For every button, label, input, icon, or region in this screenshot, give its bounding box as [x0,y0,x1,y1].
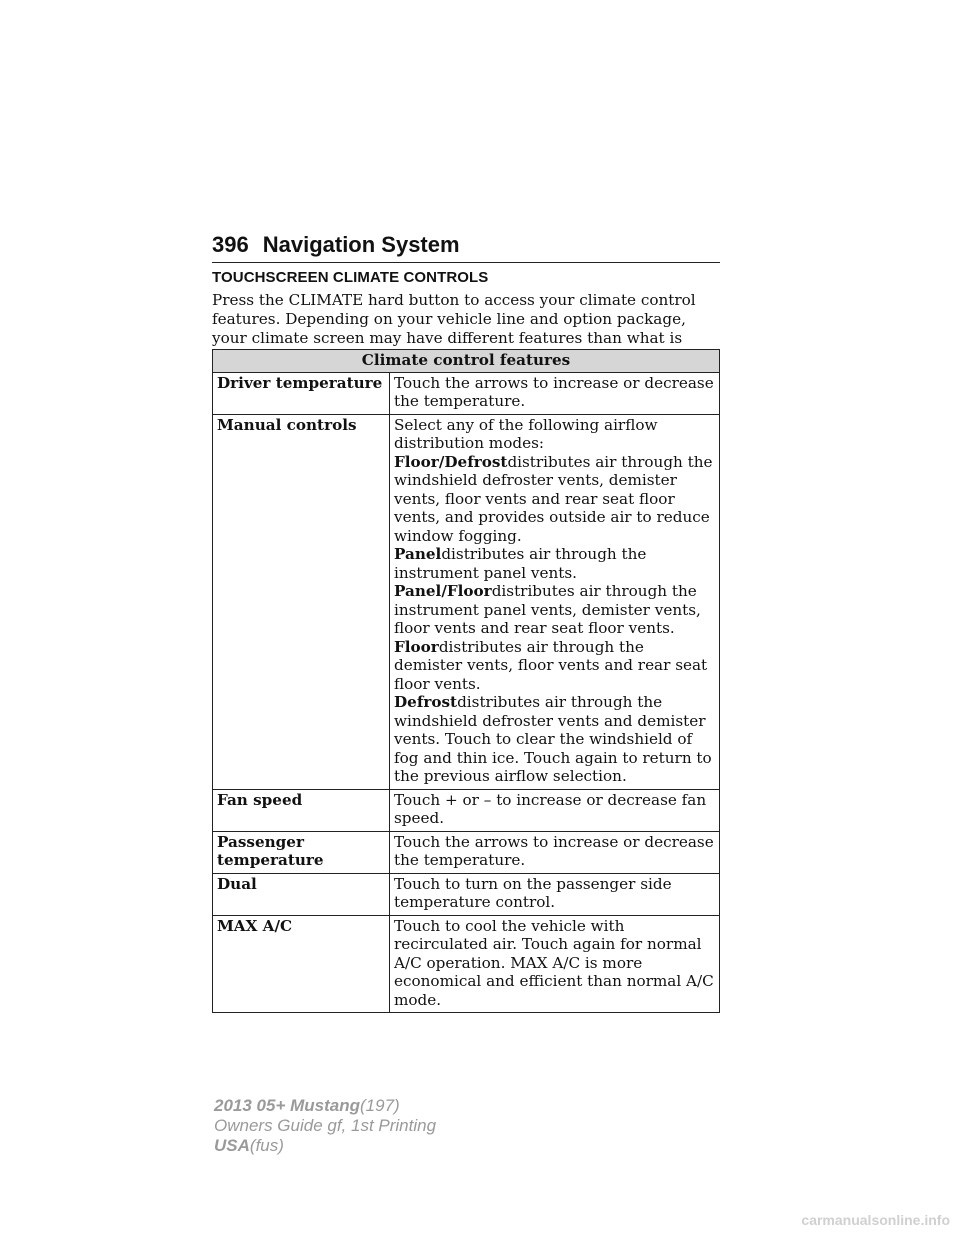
feature-description: Touch to cool the vehicle with recirculated air. Touch again for normal A/C operation. MAX A/C is more economical and efficient than normal A/C mode. [390,915,720,1013]
airflow-mode-name: Panel/Floor [394,582,492,600]
airflow-mode-name: Panel [394,545,442,563]
airflow-mode-text: distributes air through the windshield defroster vents, demister vents, floor vents and rear seat floor vents, and provides outside air to reduce window fogging. [394,452,713,545]
footer-region: USA [214,1136,250,1155]
airflow-mode-name: Floor/Defrost [394,452,508,471]
table-title: Climate control features [213,350,720,373]
site-watermark: carmanualsonline.info [801,1212,950,1228]
feature-description [390,414,720,789]
footer-region-code: (fus) [249,1136,284,1155]
feature-label: Dual [213,873,390,915]
climate-features-table [212,349,720,1013]
airflow-mode-text: distributes air through the instrument panel vents, demister vents, floor vents and rear seat floor vents. [394,582,701,637]
airflow-mode-text: distributes air through the instrument panel vents. [394,545,647,582]
table-row [213,372,720,414]
section-heading: TOUCHSCREEN CLIMATE CONTROLS [212,269,489,286]
intro-paragraph: Press the CLIMATE hard button to access your climate control features. Depending on your vehicle line and option package, your climate screen may have different features than what is [212,291,696,347]
feature-description: Touch the arrows to increase or decrease the temperature. [390,372,720,414]
airflow-mode-text: distributes air through the demister vents, floor vents and rear seat floor vents. [394,637,708,693]
table-row [213,414,720,789]
manual-controls-intro: Select any of the following airflow distribution modes: [394,415,658,452]
footer-line-3 [214,1136,436,1156]
airflow-mode-name: Floor [394,637,439,656]
airflow-mode [394,638,715,694]
table-row [213,789,720,831]
table-row [213,873,720,915]
print-footer [214,1096,436,1156]
feature-label: Manual controls [213,414,390,789]
footer-code: (197) [360,1096,400,1115]
section-title: Navigation System [262,232,460,257]
footer-line-1 [214,1096,436,1116]
airflow-mode-name: Defrost [394,693,458,711]
airflow-mode [394,545,715,582]
airflow-mode-text: distributes air through the windshield defroster vents and demister vents. Touch to clear the windshield of fog and thin ice. Touch again to return to the previous airflow selection. [394,693,712,785]
feature-description: Touch to turn on the passenger side temperature control. [390,873,720,915]
feature-description: Touch + or – to increase or decrease fan speed. [390,789,720,831]
airflow-mode [394,693,715,786]
table-row [213,831,720,873]
airflow-mode [394,453,715,546]
page-number: 396 [212,232,249,257]
airflow-mode [394,582,715,638]
feature-label: MAX A/C [213,915,390,1013]
table-header-row [213,350,720,373]
feature-label: Driver temperature [213,372,390,414]
footer-model: 2013 05+ Mustang [214,1096,360,1115]
feature-label: Passenger temperature [213,831,390,873]
footer-line-2: Owners Guide gf, 1st Printing [214,1116,437,1135]
page-header [212,228,720,263]
feature-description: Touch the arrows to increase or decrease the temperature. [390,831,720,873]
feature-label: Fan speed [213,789,390,831]
table-row [213,915,720,1013]
